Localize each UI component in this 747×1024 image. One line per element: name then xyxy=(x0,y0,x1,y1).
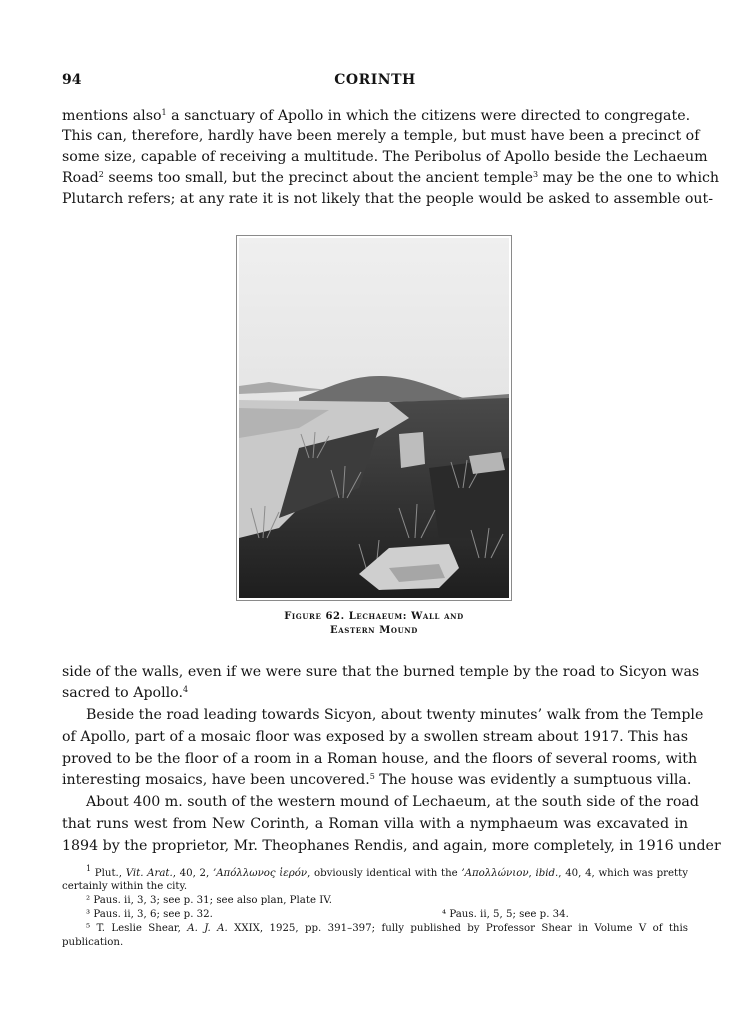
wall-stone xyxy=(399,432,425,468)
footnote-row xyxy=(62,908,688,921)
body-line: mentions also$^1$ a sanctuary of Apollo in which the citizens were directed to congregate. xyxy=(62,108,691,124)
landscape-photo xyxy=(239,238,509,598)
footnote-ref: 3 xyxy=(533,170,539,179)
body-line: Road$^2$ seems too small, but the precinct about the ancient temple$^3$ may be the one to which xyxy=(62,170,720,186)
footnote-ref: 4 xyxy=(182,685,189,694)
body-line: interesting mosaics, have been uncovered.$^5$ The house was evidently a sumptuous villa. xyxy=(62,772,692,788)
footnote-1: $^1$ Plut., Vit. Arat., 40, 2, ’Απόλλωνος ἱερόν, obviously identical with the ’Απολλώνιον, ibid., 40, 4, which was pretty xyxy=(86,864,688,879)
body-line: side of the walls, even if we were sure that the burned temple by the road to Sicyon was xyxy=(62,664,700,680)
body-line: proved to be the floor of a room in a Roman house, and the floors of several rooms, with xyxy=(62,751,698,767)
footnote-ref: 5 xyxy=(369,772,375,781)
footnote-4: ⁴ Paus. ii, 5, 5; see p. 34. xyxy=(442,909,569,920)
figure-caption-line: Figure 62. Lechaeum: Wall and xyxy=(284,611,464,622)
figure-caption-line: Eastern Mound xyxy=(330,625,418,636)
footnote-5: ⁵ T. Leslie Shear, A. J. A. XXIX, 1925, pp. 391–397; fully published by Professor Shear in Volume V of this xyxy=(86,923,688,934)
body-line: Beside the road leading towards Sicyon, about twenty minutes’ walk from the Temple xyxy=(86,707,704,723)
running-head xyxy=(62,72,688,92)
footnote-5-continued: publication. xyxy=(62,937,124,948)
body-line: This can, therefore, hardly have been merely a temple, but must have been a precinct of xyxy=(62,128,700,144)
footnote-2: ² Paus. ii, 3, 3; see p. 31; see also plan, Plate IV. xyxy=(86,895,333,906)
footnote-ref: 1 xyxy=(161,108,167,117)
footnote-1-continued: certainly within the city. xyxy=(62,881,188,892)
body-line: some size, capable of receiving a multitude. The Peribolus of Apollo beside the Lechaeum xyxy=(62,149,708,165)
footnote-3: ³ Paus. ii, 3, 6; see p. 32. xyxy=(86,909,213,920)
body-line: 1894 by the proprietor, Mr. Theophanes Rendis, and again, more completely, in 1916 under xyxy=(62,838,721,854)
footnote-ref: 2 xyxy=(98,170,104,179)
body-line: of Apollo, part of a mosaic floor was exposed by a swollen stream about 1917. This has xyxy=(62,729,688,745)
figure-photo xyxy=(236,235,512,601)
page-number: 94 xyxy=(62,72,82,88)
body-line: Plutarch refers; at any rate it is not likely that the people would be asked to assemble out- xyxy=(62,191,714,207)
body-line: About 400 m. south of the western mound of Lechaeum, at the south side of the road xyxy=(86,794,699,810)
body-line: sacred to Apollo.$^4$ xyxy=(62,685,189,701)
running-title: CORINTH xyxy=(334,72,416,88)
body-line: that runs west from New Corinth, a Roman villa with a nymphaeum was excavated in xyxy=(62,816,688,832)
